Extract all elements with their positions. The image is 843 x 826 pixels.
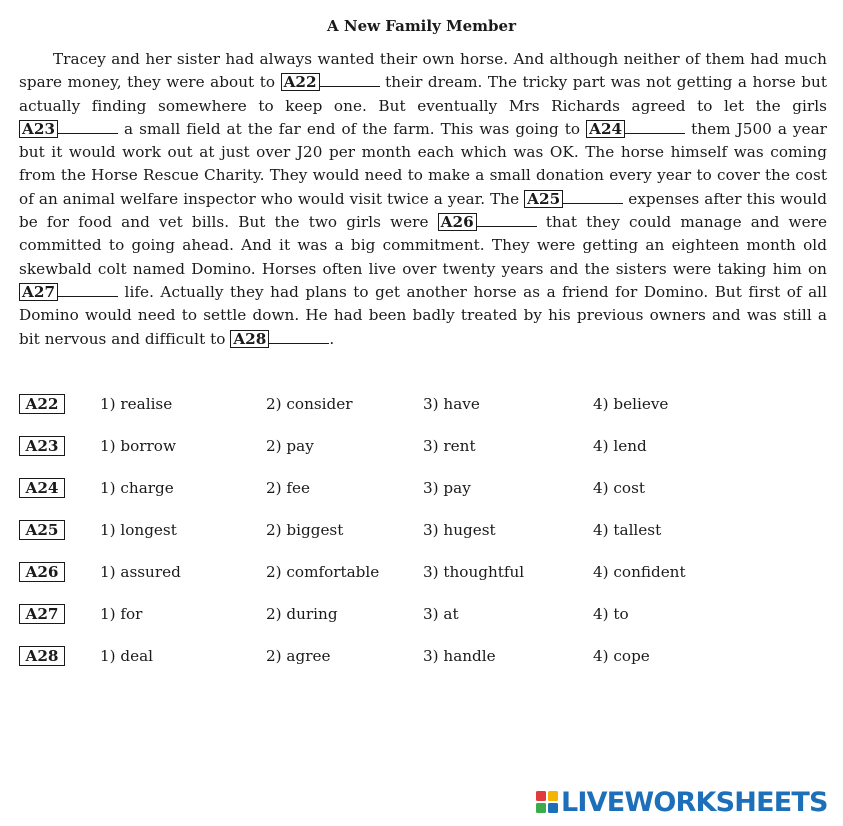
gap-a22[interactable] bbox=[281, 73, 380, 91]
answer-blank[interactable] bbox=[58, 120, 118, 134]
answer-blank[interactable] bbox=[477, 213, 537, 227]
logo-text: LIVEWORKSHEETS bbox=[561, 786, 828, 818]
passage-text: . bbox=[329, 329, 335, 348]
option-4[interactable]: 4) cope bbox=[593, 647, 650, 665]
option-1[interactable]: 1) borrow bbox=[100, 437, 176, 455]
option-2[interactable]: 2) biggest bbox=[266, 521, 344, 539]
option-4[interactable]: 4) to bbox=[593, 605, 629, 623]
question-row-a25 bbox=[19, 519, 739, 561]
passage-text: that they could manage and were committed to going ahead. And it was a big commitment. They were getting an eighteen month old skewbald colt named Domino. Horses often live over twenty years and the sisters were taking him on bbox=[19, 213, 827, 278]
answer-options bbox=[19, 393, 739, 687]
question-row-a28 bbox=[19, 645, 739, 687]
option-1[interactable]: 1) charge bbox=[100, 479, 174, 497]
option-1[interactable]: 1) deal bbox=[100, 647, 154, 665]
option-2[interactable]: 2) agree bbox=[266, 647, 331, 665]
option-4[interactable]: 4) lend bbox=[593, 437, 647, 455]
question-tag: A23 bbox=[19, 436, 65, 456]
passage-text: expenses after this would be for food and vet bills. But the two girls were bbox=[19, 189, 827, 232]
option-3[interactable]: 3) rent bbox=[423, 437, 476, 455]
option-2[interactable]: 2) during bbox=[266, 605, 338, 623]
gap-a26[interactable] bbox=[438, 213, 537, 231]
passage-text: life. Actually they had plans to get another horse as a friend for Domino. But first of all Domino would need to settle down. He had been badly treated by his previous owners and was still a bit nervous and difficult to bbox=[19, 282, 827, 348]
option-4[interactable]: 4) cost bbox=[593, 479, 645, 497]
option-3[interactable]: 3) have bbox=[423, 395, 480, 413]
gap-tag: A22 bbox=[281, 73, 320, 91]
option-2[interactable]: 2) fee bbox=[266, 479, 311, 497]
worksheet-title: A New Family Member bbox=[327, 17, 516, 35]
question-row-a22 bbox=[19, 393, 739, 435]
option-1[interactable]: 1) longest bbox=[100, 521, 177, 539]
option-3[interactable]: 3) pay bbox=[423, 479, 471, 497]
gap-tag: A24 bbox=[586, 120, 625, 138]
answer-blank[interactable] bbox=[320, 73, 380, 87]
gap-a28[interactable] bbox=[230, 330, 329, 348]
answer-blank[interactable] bbox=[625, 120, 685, 134]
passage-text: their dream. The tricky part was not getting a horse but actually finding somewhere to keep one. But eventually Mrs Richards agreed to let the girls bbox=[19, 73, 828, 115]
answer-blank[interactable] bbox=[58, 283, 118, 297]
option-1[interactable]: 1) realise bbox=[100, 395, 173, 413]
passage-text: a small field at the far end of the farm. This was going to bbox=[118, 119, 587, 138]
gap-a23[interactable] bbox=[19, 120, 118, 138]
question-row-a27 bbox=[19, 603, 739, 645]
option-1[interactable]: 1) assured bbox=[100, 563, 181, 581]
question-tag: A28 bbox=[19, 646, 65, 666]
option-4[interactable]: 4) believe bbox=[593, 395, 669, 413]
liveworksheets-logo bbox=[536, 786, 828, 818]
passage-text: Tracey and her sister had always wanted their own horse. And although neither of them had much spare money, they were about to bbox=[19, 50, 827, 92]
option-3[interactable]: 3) handle bbox=[423, 647, 496, 665]
gap-tag: A25 bbox=[524, 190, 563, 208]
question-row-a24 bbox=[19, 477, 739, 519]
passage-text: them J500 a year but it would work out at just over J20 per month each which was OK. The horse himself was coming from the Horse Rescue Charity. They would need to make a small donation every year to cover the cost of an animal welfare inspector who would visit twice a year. The bbox=[19, 119, 827, 208]
gap-a25[interactable] bbox=[524, 190, 623, 208]
liveworksheets-logo-icon bbox=[536, 791, 558, 813]
gap-tag: A27 bbox=[19, 283, 58, 301]
cloze-passage bbox=[19, 48, 827, 351]
gap-tag: A26 bbox=[438, 213, 477, 231]
option-2[interactable]: 2) pay bbox=[266, 437, 314, 455]
option-3[interactable]: 3) at bbox=[423, 605, 459, 623]
option-4[interactable]: 4) confident bbox=[593, 563, 686, 581]
question-tag: A26 bbox=[19, 562, 65, 582]
gap-a27[interactable] bbox=[19, 283, 118, 301]
answer-blank[interactable] bbox=[563, 190, 623, 204]
option-4[interactable]: 4) tallest bbox=[593, 521, 662, 539]
question-row-a23 bbox=[19, 435, 739, 477]
option-3[interactable]: 3) thoughtful bbox=[423, 563, 525, 581]
question-tag: A25 bbox=[19, 520, 65, 540]
gap-a24[interactable] bbox=[586, 120, 685, 138]
question-tag: A24 bbox=[19, 478, 65, 498]
question-tag: A22 bbox=[19, 394, 65, 414]
question-row-a26 bbox=[19, 561, 739, 603]
option-2[interactable]: 2) consider bbox=[266, 395, 353, 413]
question-tag: A27 bbox=[19, 604, 65, 624]
option-3[interactable]: 3) hugest bbox=[423, 521, 496, 539]
gap-tag: A23 bbox=[19, 120, 58, 138]
answer-blank[interactable] bbox=[269, 330, 329, 344]
option-1[interactable]: 1) for bbox=[100, 605, 143, 623]
option-2[interactable]: 2) comfortable bbox=[266, 563, 380, 581]
gap-tag: A28 bbox=[230, 330, 269, 348]
